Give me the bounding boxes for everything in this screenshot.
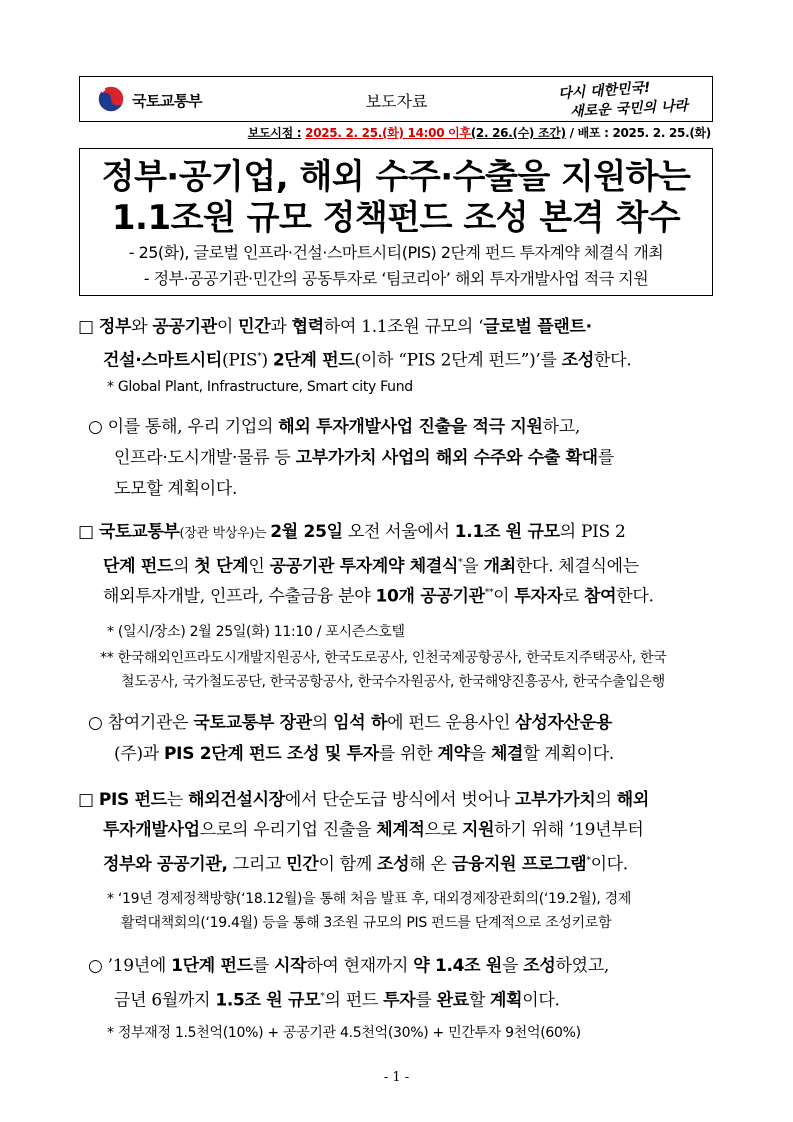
footnote-event-time-place: * (일시/장소) 2월 25일(화) 11:10 / 포시즌스호텔 [107,624,405,640]
paragraph-3-line-2: 단계 펀드의 첫 단계인 공공기관 투자계약 체결식*을 개최한다. 체결식에는 [103,556,639,577]
footnote-pis-history-line-1: * ‘19년 경제정책방향(‘18.12월)을 통해 처음 발표 후, 대외경제장관회의(‘19.2월), 경제 [107,891,632,907]
paragraph-2-line-3: 도모할 계획이다. [114,479,238,499]
headline-line-1: 정부·공기업, 해외 수주·수출을 지원하는 [101,157,691,197]
paragraph-3-line-3: 해외투자개발, 인프라, 수출금융 분야 10개 공공기관**이 투자자로 참여한다. [103,586,654,607]
release-label: 보도시점 : [247,126,302,140]
document-type: 보도자료 [365,92,428,111]
paragraph-6-line-2: 금년 6월까지 1.5조 원 규모*의 펀드 투자를 완료할 계획이다. [114,990,560,1011]
circle-bullet: ○ [88,417,103,437]
subheadline-1: - 25(화), 글로벌 인프라·건설·스마트시티(PIS) 2단계 펀드 투자계약 체결식 개최 [128,243,664,262]
footnote-pis: * Global Plant, Infrastructure, Smart city Fund [107,379,413,395]
paragraph-6-line-1: ○ ’19년에 1단계 펀드를 시작하여 현재까지 약 1.4조 원을 조성하였고, [88,956,610,976]
paragraph-1-line-1: □ 정부와 공공기관이 민간과 협력하여 1.1조원 규모의 ‘글로벌 플랜트· [78,317,592,337]
footnote-pis-history-line-2: 활력대책회의(‘19.4월) 등을 통해 3조원 규모의 PIS 펀드를 단계적으로 조성키로함 [121,915,612,931]
footnote-funding-breakdown: * 정부재정 1.5천억(10%) + 공공기관 4.5천억(30%) + 민간투자 9천억(60%) [107,1025,581,1041]
paragraph-2-line-1: ○ 이를 통해, 우리 기업의 해외 투자개발사업 진출을 적극 지원하고, [88,417,580,437]
circle-bullet: ○ [88,713,103,733]
paragraph-5-line-1: □ PIS 펀드는 해외건설시장에서 단순도급 방식에서 벗어나 고부가가치의 해외 [78,790,649,810]
paragraph-3-line-1: □ 국토교통부(장관 박상우)는 2월 25일 오전 서울에서 1.1조 원 규모의 PIS 2 [78,522,626,542]
paragraph-4-line-2: (주)과 PIS 2단계 펀드 조성 및 투자를 위한 계약을 체결할 계획이다. [114,744,615,764]
paragraph-5-line-2: 투자개발사업으로의 우리기업 진출을 체계적으로 지원하기 위해 ’19년부터 [103,820,644,840]
release-datetime: 2025. 2. 25.(화) 14:00 이후 [305,126,471,140]
paragraph-2-line-2: 인프라·도시개발·물류 등 고부가가치 사업의 해외 수주와 수출 확대를 [114,448,614,468]
slogan-line-2: 새로운 국민의 나라 [569,97,689,121]
circle-bullet: ○ [88,956,103,976]
release-distribution: / 배포 : 2025. 2. 25.(화) [569,126,711,140]
subheadline-2: - 정부·공공기관·민간의 공동투자로 ‘팀코리아’ 해외 투자개발사업 적극 지원 [143,269,649,288]
headline-line-2: 1.1조원 규모 정책펀드 조성 본격 착수 [111,198,681,238]
ministry-logo-text: 국토교통부 [132,92,202,110]
release-morning: (2. 26.(수) 조간) [470,126,566,140]
footnote-institutions-line-1: ** 한국해외인프라도시개발지원공사, 한국도로공사, 인천국제공항공사, 한국토지주택공사, 한국 [100,650,667,666]
footnote-institutions-line-2: 철도공사, 국가철도공단, 한국공항공사, 한국수자원공사, 한국해양진흥공사, 한국수출입은행 [121,674,666,690]
paragraph-1-line-2: 건설·스마트시티(PIS*) 2단계 펀드(이하 “PIS 2단계 펀드”)’를 조성한다. [103,350,632,371]
square-bullet: □ [78,522,94,542]
slogan-line-1: 다시 대한민국! [557,79,651,103]
square-bullet: □ [78,317,94,337]
paragraph-5-line-3: 정부와 공공기관, 그리고 민간이 함께 조성해 온 금융지원 프로그램*이다. [103,854,628,875]
square-bullet: □ [78,790,94,810]
release-info [248,124,711,141]
page-number: - 1 - [383,1070,410,1085]
paragraph-4-line-1: ○ 참여기관은 국토교통부 장관의 임석 하에 펀드 운용사인 삼성자산운용 [88,713,612,733]
